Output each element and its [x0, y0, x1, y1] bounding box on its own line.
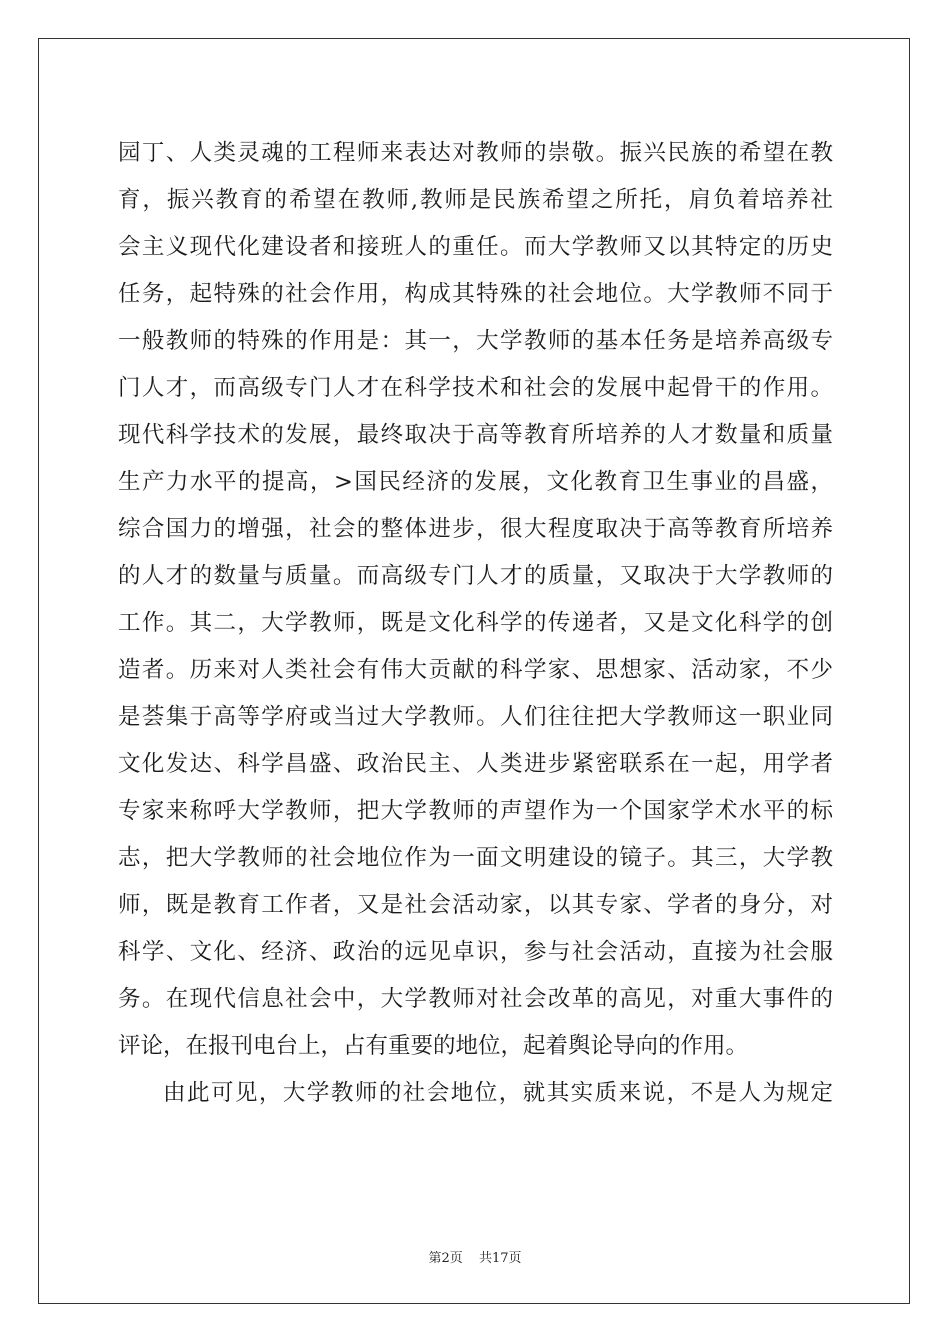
text-line: 造者。历来对人类社会有伟大贡献的科学家、思想家、活动家，不少: [118, 657, 833, 683]
text-line: 生产力水平的提高，>国民经济的发展，文化教育卫生事业的昌盛，: [118, 469, 833, 495]
page-footer: [0, 1247, 950, 1266]
text-line: 工作。其二，大学教师，既是文化科学的传递者，又是文化科学的创: [118, 610, 833, 636]
text-line: 专家来称呼大学教师，把大学教师的声望作为一个国家学术水平的标: [118, 798, 833, 824]
text-line: 综合国力的增强，社会的整体进步，很大程度取决于高等教育所培养: [118, 516, 833, 542]
page-number: 第2页: [428, 1251, 463, 1266]
text-line: 文化发达、科学昌盛、政治民主、人类进步紧密联系在一起，用学者: [118, 751, 833, 777]
text-line: 会主义现代化建设者和接班人的重任。而大学教师又以其特定的历史: [118, 234, 833, 260]
text-line: 科学、文化、经济、政治的远见卓识，参与社会活动，直接为社会服: [118, 939, 833, 965]
text-line: 育，振兴教育的希望在教师,教师是民族希望之所托，肩负着培养社: [118, 187, 833, 213]
text-line: 师，既是教育工作者，又是社会活动家，以其专家、学者的身分，对: [118, 892, 833, 918]
paragraph-start-line: 由此可见，大学教师的社会地位，就其实质来说，不是人为规定: [163, 1080, 833, 1106]
text-line: 园丁、人类灵魂的工程师来表达对教师的崇敬。振兴民族的希望在教: [118, 140, 833, 166]
text-line: 任务，起特殊的社会作用，构成其特殊的社会地位。大学教师不同于: [118, 281, 833, 307]
document-body: [118, 130, 833, 1117]
paragraph-end-line: 评论，在报刊电台上，占有重要的地位，起着舆论导向的作用。: [118, 1033, 749, 1059]
text-line: 一般教师的特殊的作用是：其一，大学教师的基本任务是培养高级专: [118, 328, 833, 354]
text-line: 门人才，而高级专门人才在科学技术和社会的发展中起骨干的作用。: [118, 375, 833, 401]
text-line: 务。在现代信息社会中，大学教师对社会改革的高见，对重大事件的: [118, 986, 833, 1012]
text-line: 志，把大学教师的社会地位作为一面文明建设的镜子。其三，大学教: [118, 845, 833, 871]
total-pages: 共17页: [478, 1251, 522, 1266]
text-line: 是荟集于高等学府或当过大学教师。人们往往把大学教师这一职业同: [118, 704, 833, 730]
text-line: 的人才的数量与质量。而高级专门人才的质量，又取决于大学教师的: [118, 563, 833, 589]
text-line: 现代科学技术的发展，最终取决于高等教育所培养的人才数量和质量: [118, 422, 833, 448]
